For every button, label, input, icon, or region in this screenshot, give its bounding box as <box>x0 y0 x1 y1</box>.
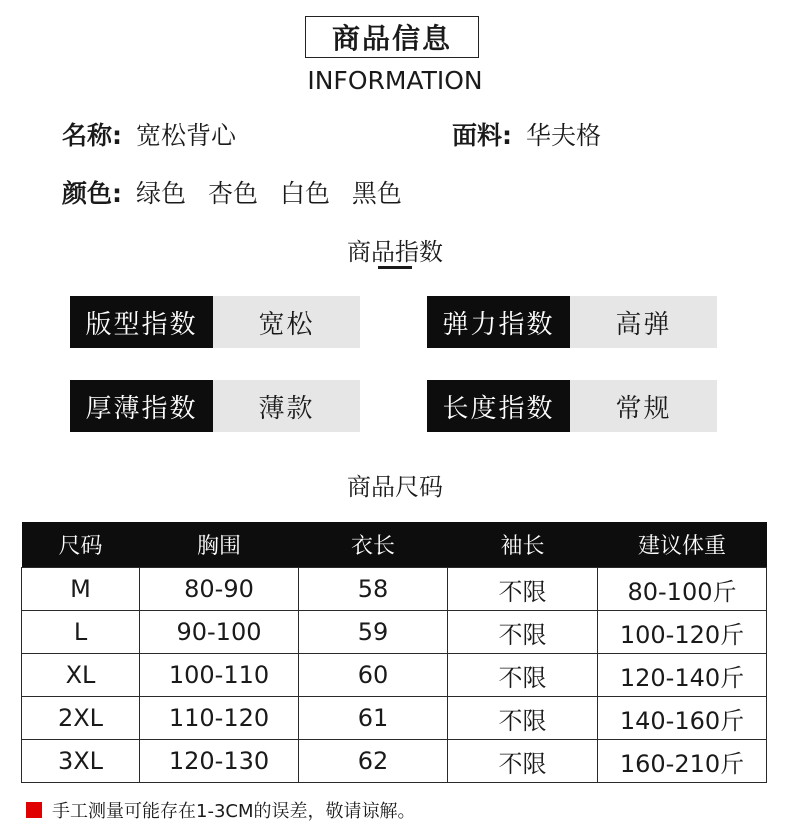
table-row <box>22 740 767 783</box>
index-label-thickness: 厚薄指数 <box>70 380 213 432</box>
color-list <box>136 174 416 210</box>
name-label: 名称: <box>62 121 122 150</box>
index-card-elasticity <box>427 296 717 348</box>
size-cell: L <box>22 611 140 654</box>
table-row <box>22 697 767 740</box>
chest-cell: 90-100 <box>140 611 299 654</box>
index-value-elasticity: 高弹 <box>570 296 717 348</box>
length-cell: 60 <box>299 654 448 697</box>
fabric-label: 面料: <box>452 121 512 150</box>
weight-cell: 140-160斤 <box>598 697 767 740</box>
color-item-apricot: 杏色 <box>207 179 258 208</box>
page-title-box <box>305 16 479 58</box>
color-item-white: 白色 <box>279 179 330 208</box>
weight-cell: 160-210斤 <box>598 740 767 783</box>
size-section-title: 商品尺码 <box>347 473 443 501</box>
index-section-underline <box>378 266 412 269</box>
index-label-length: 长度指数 <box>427 380 570 432</box>
index-card-length <box>427 380 717 432</box>
chest-cell: 80-90 <box>140 568 299 611</box>
index-value-length: 常规 <box>570 380 717 432</box>
page-title: 商品信息 <box>331 22 452 55</box>
size-header-weight: 建议体重 <box>598 522 767 568</box>
chest-cell: 100-110 <box>140 654 299 697</box>
color-label: 颜色: <box>62 179 122 208</box>
size-table-header-row <box>22 522 767 568</box>
info-name-row <box>62 116 236 152</box>
size-header-sleeve: 袖长 <box>448 522 598 568</box>
sleeve-cell: 不限 <box>448 568 598 611</box>
index-label-elasticity: 弹力指数 <box>427 296 570 348</box>
red-square-icon <box>26 802 42 818</box>
index-label-fit: 版型指数 <box>70 296 213 348</box>
sleeve-cell: 不限 <box>448 654 598 697</box>
table-row <box>22 568 767 611</box>
sleeve-cell: 不限 <box>448 740 598 783</box>
sleeve-cell: 不限 <box>448 697 598 740</box>
fabric-value: 华夫格 <box>526 121 602 150</box>
name-value: 宽松背心 <box>136 121 237 150</box>
size-cell: M <box>22 568 140 611</box>
length-cell: 61 <box>299 697 448 740</box>
color-item-green: 绿色 <box>136 179 187 208</box>
length-cell: 62 <box>299 740 448 783</box>
size-header-size: 尺码 <box>22 522 140 568</box>
index-card-thickness <box>70 380 360 432</box>
size-header-chest: 胸围 <box>140 522 299 568</box>
info-color-row <box>62 174 416 210</box>
chest-cell: 110-120 <box>140 697 299 740</box>
size-cell: 3XL <box>22 740 140 783</box>
size-table <box>21 522 767 783</box>
weight-cell: 80-100斤 <box>598 568 767 611</box>
info-fabric-row <box>452 116 601 152</box>
weight-cell: 120-140斤 <box>598 654 767 697</box>
size-cell: 2XL <box>22 697 140 740</box>
chest-cell: 120-130 <box>140 740 299 783</box>
page-subtitle: INFORMATION <box>307 66 483 95</box>
index-value-thickness: 薄款 <box>213 380 360 432</box>
sleeve-cell: 不限 <box>448 611 598 654</box>
length-cell: 59 <box>299 611 448 654</box>
size-cell: XL <box>22 654 140 697</box>
color-item-black: 黑色 <box>351 179 402 208</box>
index-value-fit: 宽松 <box>213 296 360 348</box>
index-section-title: 商品指数 <box>347 238 443 266</box>
table-row <box>22 654 767 697</box>
weight-cell: 100-120斤 <box>598 611 767 654</box>
note-text: 手工测量可能存在1-3CM的误差，敬请谅解。 <box>52 801 416 822</box>
size-header-length: 衣长 <box>299 522 448 568</box>
index-card-fit <box>70 296 360 348</box>
length-cell: 58 <box>299 568 448 611</box>
measurement-note <box>26 797 416 823</box>
table-row <box>22 611 767 654</box>
